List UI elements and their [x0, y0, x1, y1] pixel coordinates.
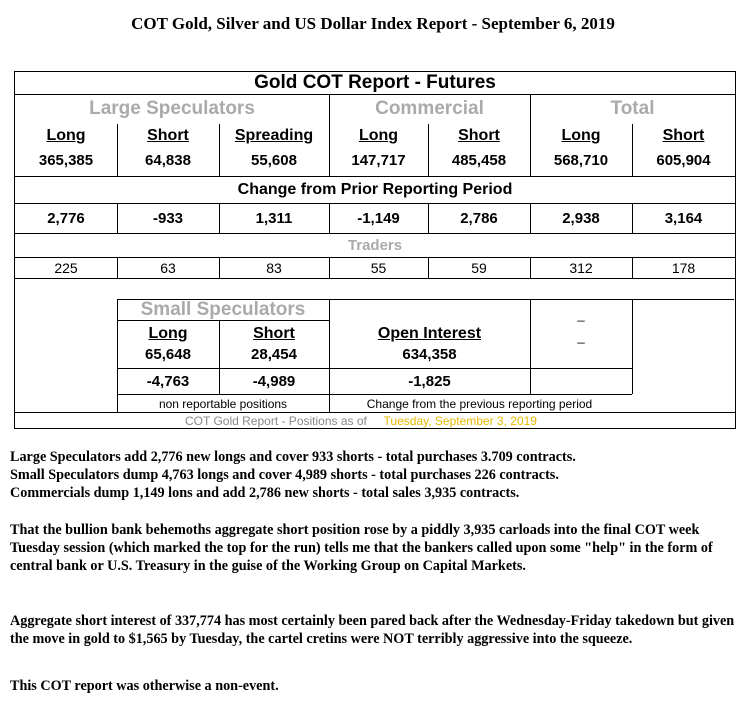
- non-reportable-note: non reportable positions: [158, 397, 288, 411]
- header-total-short: Short: [662, 127, 705, 144]
- change-total-long: 2,938: [562, 210, 600, 227]
- header-commercial-long: Long: [358, 127, 399, 144]
- positions-as-of-label: COT Gold Report - Positions as of: [185, 414, 367, 428]
- traders-commercial-long: 55: [370, 260, 387, 276]
- rule: [15, 94, 735, 95]
- open-interest-note: Change from the previous reporting period: [366, 397, 593, 411]
- rule: [632, 299, 633, 394]
- report-title: Gold COT Report - Futures: [254, 72, 496, 93]
- positions-as-of: [185, 413, 537, 429]
- traders-total-long: 312: [569, 260, 593, 276]
- group-commercial: Commercial: [375, 98, 484, 119]
- small-long-label: Long: [148, 325, 188, 342]
- header-commercial-short: Short: [458, 127, 500, 144]
- group-total: Total: [610, 98, 655, 119]
- position-commercial-long: 147,717: [351, 152, 406, 169]
- small-short-label: Short: [253, 325, 295, 342]
- position-large-spreading: 55,608: [251, 152, 297, 169]
- rule: [15, 278, 735, 279]
- change-large-spreading: 1,311: [255, 210, 293, 227]
- header-large-long: Long: [46, 127, 86, 144]
- traders-total-short: 178: [671, 260, 696, 276]
- header-total-long: Long: [561, 127, 601, 144]
- positions-date: Tuesday, September 3, 2019: [383, 414, 537, 428]
- summary-line: Commercials dump 1,149 lons and add 2,786 new shorts - total sales 3,935 contracts.: [10, 485, 520, 501]
- open-interest-value: 634,358: [402, 346, 457, 363]
- change-title: Change from Prior Reporting Period: [237, 181, 513, 198]
- summary-line: Large Speculators add 2,776 new longs and cover 933 shorts - total purchases 3.709 contracts.: [10, 449, 576, 465]
- header-large-short: Short: [147, 127, 189, 144]
- group-large-speculators: Large Speculators: [89, 98, 255, 119]
- position-commercial-short: 485,458: [451, 152, 507, 169]
- closing-paragraph: [10, 677, 740, 695]
- dash-mark: _: [577, 307, 585, 322]
- small-long-value: 65,648: [145, 346, 191, 363]
- page-title: COT Gold, Silver and US Dollar Index Report - September 6, 2019: [131, 14, 615, 33]
- position-total-short: 605,904: [656, 152, 711, 169]
- traders-large-long: 225: [54, 260, 78, 276]
- small-long-change: -4,763: [146, 373, 190, 390]
- traders-large-spreading: 83: [266, 260, 282, 276]
- traders-large-short: 63: [160, 260, 176, 276]
- position-total-long: 568,710: [553, 152, 609, 169]
- change-large-short: -933: [152, 210, 184, 227]
- open-interest-change: -1,825: [408, 373, 451, 390]
- commentary-paragraph: [10, 521, 740, 575]
- position-large-short: 64,838: [145, 152, 191, 169]
- commentary-text: That the bullion bank behemoths aggregate short position rose by a piddly 3,935 carloads into the final COT week Tuesday session (which marked the top for the run) tells me that the bankers called upon some "help" in the form of central bank or U.S. Treasury in the guise of the Working Group on Capital Markets.: [10, 522, 713, 574]
- open-interest-label: Open Interest: [377, 325, 482, 342]
- traders-commercial-short: 59: [471, 260, 487, 276]
- small-short-value: 28,454: [251, 346, 297, 363]
- position-large-long: 365,385: [38, 152, 94, 169]
- change-commercial-short: 2,786: [460, 210, 498, 227]
- short-interest-text: Aggregate short interest of 337,774 has most certainly been pared back after the Wednesday-Friday takedown but given the move in gold to $1,565 by Tuesday, the cartel cretins were NOT terribly aggressive into the squeeze.: [10, 613, 735, 647]
- header-large-spreading: Spreading: [234, 127, 314, 144]
- summary-line: Small Speculators dump 4,763 longs and cover 4,989 shorts - total purchases 226 contracts.: [10, 467, 559, 483]
- rule: [117, 394, 632, 395]
- closing-text: This COT report was otherwise a non-event.: [10, 678, 279, 694]
- change-commercial-long: -1,149: [357, 210, 400, 227]
- dash-mark: _: [577, 329, 585, 344]
- small-short-change: -4,989: [252, 373, 296, 390]
- gold-cot-table: [14, 71, 736, 429]
- summary-paragraph: [10, 448, 740, 502]
- traders-title: Traders: [347, 237, 403, 254]
- small-speculators-title: Small Speculators: [140, 299, 306, 320]
- change-large-long: 2,776: [47, 210, 85, 227]
- change-total-short: 3,164: [664, 210, 703, 227]
- short-interest-paragraph: [10, 612, 740, 648]
